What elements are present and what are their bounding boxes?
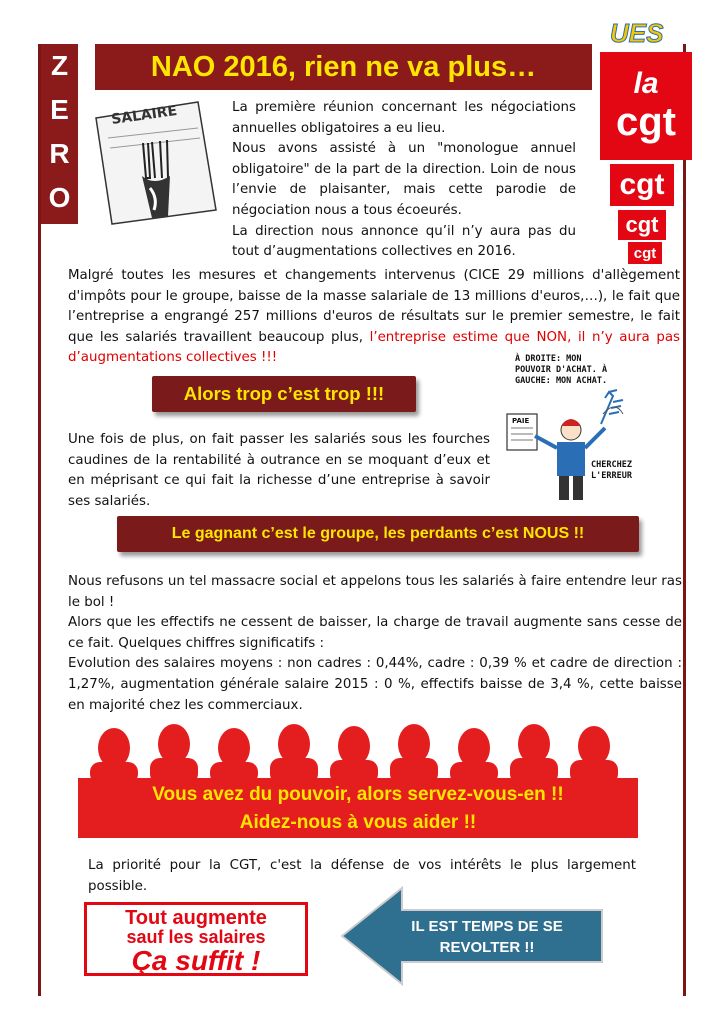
crowd-silhouettes bbox=[78, 722, 638, 782]
intro-p3: La direction nous annonce qu’il n’y aura pas du tout d’augmentations collectives en 2016. bbox=[232, 223, 576, 260]
cgt-label: cgt bbox=[616, 100, 676, 144]
gagnant-perdants-banner bbox=[117, 516, 639, 552]
cgt-logo-tiny bbox=[628, 242, 662, 264]
zero-letter: O bbox=[48, 182, 71, 213]
salary-fork-illustration bbox=[88, 98, 223, 226]
priority-paragraph: La priorité pour la CGT, c'est la défense de vos intérêts le plus largement possible. bbox=[88, 858, 636, 894]
cgt-logo-large bbox=[600, 52, 692, 160]
arrow-line1: IL EST TEMPS DE SE bbox=[411, 918, 563, 935]
refus-line3: Evolution des salaires moyens : non cadres : 0,44%, cadre : 0,39 % et cadre de direction : 1,27%, augmentation générale salaire 2015 : 0 %, effectifs baisse de 3,4 %, cette baisse en majorité chez les commerciaux. bbox=[68, 656, 682, 713]
alors-trop-label: Alors trop c’est trop !!! bbox=[183, 383, 385, 404]
crowd-icon bbox=[78, 722, 638, 782]
page-title-box bbox=[95, 44, 592, 90]
refus-line1: Nous refusons un tel massacre social et appelons tous les salariés à faire entendre leur ras le bol ! bbox=[68, 574, 682, 610]
intro-p2: Nous avons assisté à un "monologue annuel obligatoire" de la part de la direction. Loin de nous l’envie de plaisanter, mais cette parodie de négociation nous a tous écoeurés. bbox=[232, 141, 576, 218]
tout-line1: Tout augmente bbox=[125, 907, 267, 929]
purchasing-power-cartoon bbox=[505, 354, 665, 504]
cartoon-bubble: À DROITE: MON POUVOIR D'ACHAT. À GAUCHE: MON ACHAT. bbox=[515, 354, 608, 386]
fork-icon bbox=[88, 98, 223, 226]
arrow-line2: REVOLTER !! bbox=[439, 939, 535, 956]
zero-letter: R bbox=[49, 138, 70, 169]
cartoon-paper-label: PAIE bbox=[512, 417, 530, 425]
intro-text bbox=[232, 98, 576, 263]
ues-label: UES bbox=[610, 18, 664, 48]
cgt-logo-medium bbox=[610, 164, 674, 206]
cgt-logo-small bbox=[618, 210, 666, 240]
intro-p1: La première réunion concernant les négociations annuelles obligatoires a eu lieu. bbox=[232, 100, 576, 136]
zero-sidebar bbox=[41, 44, 78, 224]
mesures-text: Malgré toutes les mesures et changements intervenus (CICE 29 millions d'allègement d'impôts pour le groupe, baisse de la masse salariale de 13 millions d'euros,…), le fait que l’entreprise a engrangé 257 millions d'euros de résultats sur le premier semestre, le fait que les salariés travaillent beaucoup plus, bbox=[68, 268, 680, 345]
page-title: NAO 2016, rien ne va plus… bbox=[150, 50, 537, 83]
fourches-paragraph: Une fois de plus, on fait passer les salariés sous les fourches caudines de la rentabilité à outrance en se moquant d’eux et en méprisant ce qui fait la richesse d’une entreprise à savoir ses salariés. bbox=[68, 432, 490, 509]
zero-letter: Z bbox=[50, 50, 69, 81]
ues-cgt-logo bbox=[600, 18, 700, 262]
arrow-text bbox=[374, 916, 600, 958]
gagnant-perdants-label: Le gagnant c’est le groupe, les perdants c’est NOUS !! bbox=[171, 525, 585, 542]
zero-letter: E bbox=[50, 94, 69, 125]
tout-augmente-box bbox=[84, 902, 308, 976]
la-label: la bbox=[633, 67, 659, 100]
tout-line2: sauf les salaires bbox=[126, 927, 266, 947]
salaire-label: SALAIRE bbox=[110, 102, 179, 128]
mesures-highlight: l’entreprise estime que NON, il n’y aura pas d’augmentations collectives !!! bbox=[68, 329, 681, 366]
cgt-label: cgt bbox=[633, 244, 657, 262]
cgt-label: cgt bbox=[619, 168, 665, 201]
pouvoir-banner bbox=[78, 778, 638, 838]
cgt-label: cgt bbox=[625, 212, 659, 237]
revolter-arrow bbox=[340, 884, 606, 988]
tout-line3: Ça suffit ! bbox=[131, 945, 261, 976]
refus-line2: Alors que les effectifs ne cessent de baisser, la charge de travail augmente sans cesse de ce fait. Quelques chiffres significatifs : bbox=[68, 615, 682, 651]
banner-line2: Aidez-nous à vous aider !! bbox=[239, 812, 477, 833]
alors-trop-banner bbox=[152, 376, 416, 412]
cartoon-caption: CHERCHEZ L'ERREUR bbox=[591, 460, 632, 481]
banner-line1: Vous avez du pouvoir, alors servez-vous-en !! bbox=[152, 784, 564, 805]
refus-paragraph bbox=[68, 572, 682, 716]
